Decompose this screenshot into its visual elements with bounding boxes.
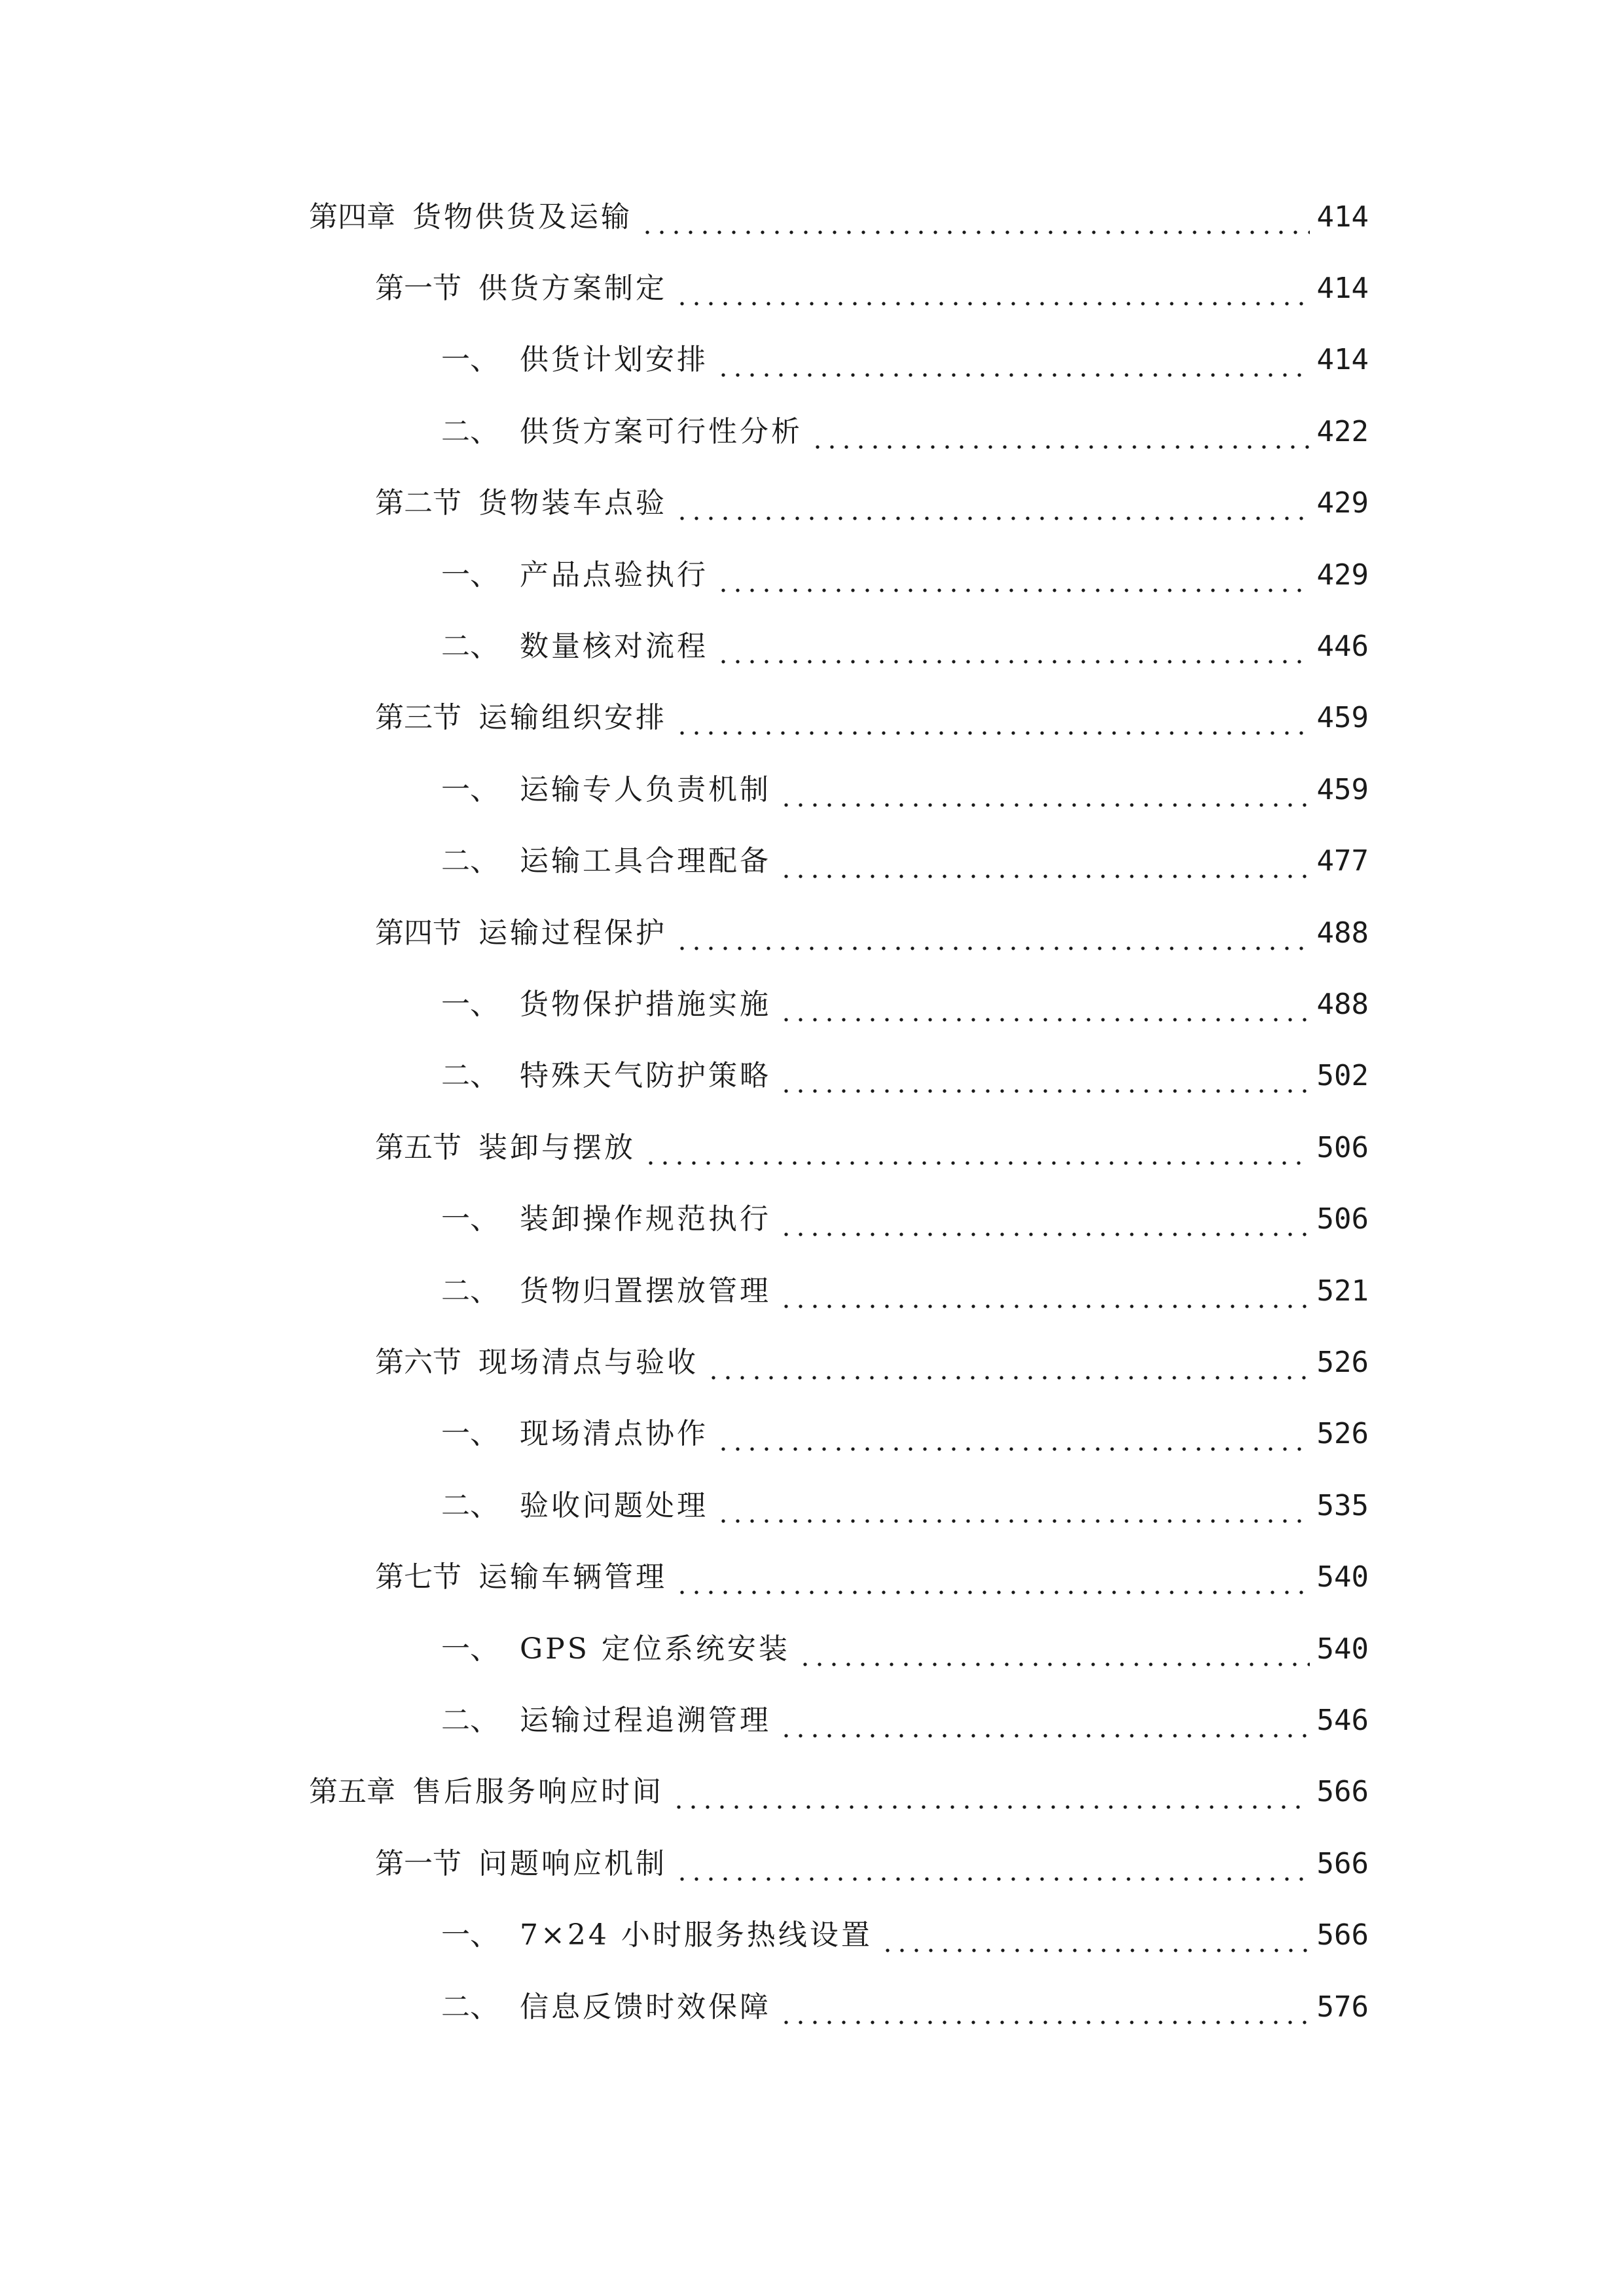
toc-entry-title: 货物供货及运输	[412, 200, 632, 234]
dot-leader	[675, 695, 1310, 741]
toc-entry-title: 运输车辆管理	[478, 1560, 667, 1594]
dot-leader	[779, 838, 1310, 884]
toc-entry-number: 第二节	[375, 486, 461, 520]
toc-entry-number: 一、	[441, 343, 499, 376]
toc-entry-page-number: 535	[1316, 1489, 1369, 1522]
toc-entry-section[interactable]	[375, 1554, 1369, 1600]
toc-entry-number: 第五节	[375, 1131, 461, 1164]
toc-entry-page-number: 566	[1316, 1847, 1369, 1880]
toc-entry-chapter[interactable]	[309, 1769, 1369, 1815]
toc-entry-title: 供货计划安排	[520, 343, 708, 376]
dot-leader	[810, 409, 1310, 455]
toc-entry-number: 第六节	[375, 1346, 461, 1379]
toc-entry-title: 现场清点与验收	[478, 1346, 698, 1379]
toc-entry-page-number: 488	[1316, 916, 1369, 950]
toc-entry-number: 第一节	[375, 1847, 461, 1880]
dot-leader	[716, 337, 1310, 383]
toc-entry-title: 验收问题处理	[520, 1489, 708, 1522]
dot-leader	[643, 1125, 1310, 1171]
toc-entry-subsection[interactable]	[441, 552, 1369, 598]
toc-entry-page-number: 429	[1316, 558, 1369, 592]
toc-entry-page-number: 546	[1316, 1704, 1369, 1737]
toc-entry-subsection[interactable]	[441, 1698, 1369, 1744]
toc-entry-subsection[interactable]	[441, 1053, 1369, 1099]
toc-entry-subsection[interactable]	[441, 337, 1369, 383]
toc-entry-title: 运输过程保护	[478, 916, 667, 950]
toc-entry-title: 7×24 小时服务热线设置	[520, 1918, 873, 1952]
toc-entry-title: 信息反馈时效保障	[520, 1990, 771, 2024]
toc-entry-page-number: 459	[1316, 773, 1369, 806]
toc-entry-section[interactable]	[375, 695, 1369, 741]
toc-entry-section[interactable]	[375, 1841, 1369, 1887]
dot-leader	[779, 982, 1310, 1028]
toc-entry-page-number: 506	[1316, 1202, 1369, 1236]
toc-entry-page-number: 506	[1316, 1131, 1369, 1164]
dot-leader	[675, 910, 1310, 956]
toc-entry-subsection[interactable]	[441, 1268, 1369, 1314]
toc-entry-number: 二、	[441, 1990, 499, 2024]
toc-entry-number: 第五章	[309, 1775, 395, 1808]
toc-entry-subsection[interactable]	[441, 1483, 1369, 1529]
toc-entry-subsection[interactable]	[441, 1196, 1369, 1242]
toc-entry-number: 二、	[441, 630, 499, 663]
toc-entry-title: 货物归置摆放管理	[520, 1274, 771, 1308]
toc-entry-page-number: 459	[1316, 701, 1369, 734]
toc-entry-page-number: 540	[1316, 1632, 1369, 1666]
toc-entry-subsection[interactable]	[441, 1626, 1369, 1672]
toc-entry-title: 供货方案制定	[478, 272, 667, 305]
toc-entry-number: 第四节	[375, 916, 461, 950]
toc-entry-title: 供货方案可行性分析	[520, 415, 803, 448]
toc-entry-section[interactable]	[375, 480, 1369, 526]
toc-entry-title: 货物保护措施实施	[520, 988, 771, 1021]
toc-entry-number: 一、	[441, 1417, 499, 1450]
dot-leader	[779, 767, 1310, 813]
toc-entry-page-number: 488	[1316, 988, 1369, 1021]
toc-entry-number: 二、	[441, 844, 499, 878]
toc-entry-title: 售后服务响应时间	[412, 1775, 664, 1808]
dot-leader	[675, 266, 1310, 312]
toc-entry-page-number: 566	[1316, 1918, 1369, 1952]
dot-leader	[798, 1626, 1310, 1672]
toc-entry-title: GPS 定位系统安装	[520, 1632, 790, 1666]
toc-entry-number: 一、	[441, 1632, 499, 1666]
dot-leader	[716, 552, 1310, 598]
dot-leader	[640, 194, 1310, 240]
toc-entry-subsection[interactable]	[441, 1411, 1369, 1457]
toc-entry-section[interactable]	[375, 1125, 1369, 1171]
toc-entry-subsection[interactable]	[441, 409, 1369, 455]
toc-entry-title: 货物装车点验	[478, 486, 667, 520]
dot-leader	[716, 624, 1310, 670]
toc-entry-page-number: 526	[1316, 1417, 1369, 1450]
dot-leader	[779, 1196, 1310, 1242]
toc-entry-number: 第三节	[375, 701, 461, 734]
toc-entry-number: 一、	[441, 1918, 499, 1952]
toc-entry-title: 现场清点协作	[520, 1417, 708, 1450]
dot-leader	[779, 1268, 1310, 1314]
toc-entry-title: 产品点验执行	[520, 558, 708, 592]
toc-entry-title: 数量核对流程	[520, 630, 708, 663]
toc-entry-title: 装卸操作规范执行	[520, 1202, 771, 1236]
toc-entry-subsection[interactable]	[441, 624, 1369, 670]
toc-entry-number: 二、	[441, 1489, 499, 1522]
toc-entry-number: 二、	[441, 1274, 499, 1308]
toc-entry-page-number: 422	[1316, 415, 1369, 448]
dot-leader	[675, 1841, 1310, 1887]
dot-leader	[675, 1554, 1310, 1600]
toc-entry-number: 一、	[441, 1202, 499, 1236]
dot-leader	[716, 1411, 1310, 1457]
toc-entry-page-number: 477	[1316, 844, 1369, 878]
toc-entry-title: 运输过程追溯管理	[520, 1704, 771, 1737]
toc-entry-subsection[interactable]	[441, 1912, 1369, 1958]
toc-entry-number: 第四章	[309, 200, 395, 234]
toc-entry-title: 运输组织安排	[478, 701, 667, 734]
dot-leader	[672, 1769, 1310, 1815]
toc-entry-page-number: 566	[1316, 1775, 1369, 1808]
toc-entry-title: 特殊天气防护策略	[520, 1059, 771, 1092]
dot-leader	[779, 1984, 1310, 2030]
toc-entry-subsection[interactable]	[441, 838, 1369, 884]
toc-entry-page-number: 414	[1316, 272, 1369, 305]
toc-entry-number: 第一节	[375, 272, 461, 305]
toc-entry-section[interactable]	[375, 1340, 1369, 1386]
toc-entry-number: 一、	[441, 558, 499, 592]
toc-entry-subsection[interactable]	[441, 767, 1369, 813]
toc-entry-page-number: 446	[1316, 630, 1369, 663]
toc-entry-page-number: 414	[1316, 343, 1369, 376]
toc-entry-page-number: 540	[1316, 1560, 1369, 1594]
toc-entry-number: 一、	[441, 773, 499, 806]
toc-entry-chapter[interactable]	[309, 194, 1369, 240]
toc-entry-title: 运输工具合理配备	[520, 844, 771, 878]
toc-entry-section[interactable]	[375, 910, 1369, 956]
dot-leader	[779, 1698, 1310, 1744]
toc-entry-number: 第七节	[375, 1560, 461, 1594]
toc-entry-title: 问题响应机制	[478, 1847, 667, 1880]
dot-leader	[675, 480, 1310, 526]
toc-entry-subsection[interactable]	[441, 1984, 1369, 2030]
toc-entry-title: 运输专人负责机制	[520, 773, 771, 806]
toc-entry-section[interactable]	[375, 266, 1369, 312]
toc-entry-number: 二、	[441, 1059, 499, 1092]
toc-entry-page-number: 521	[1316, 1274, 1369, 1308]
dot-leader	[779, 1053, 1310, 1099]
dot-leader	[706, 1340, 1310, 1386]
toc-entry-page-number: 502	[1316, 1059, 1369, 1092]
dot-leader	[716, 1483, 1310, 1529]
toc-entry-page-number: 526	[1316, 1346, 1369, 1379]
dot-leader	[880, 1912, 1310, 1958]
toc-entry-subsection[interactable]	[441, 982, 1369, 1028]
toc-entry-number: 一、	[441, 988, 499, 1021]
toc-entry-number: 二、	[441, 1704, 499, 1737]
toc-entry-title: 装卸与摆放	[478, 1131, 636, 1164]
toc-entry-number: 二、	[441, 415, 499, 448]
toc-entry-page-number: 576	[1316, 1990, 1369, 2024]
toc-entry-page-number: 414	[1316, 200, 1369, 234]
toc-entry-page-number: 429	[1316, 486, 1369, 520]
